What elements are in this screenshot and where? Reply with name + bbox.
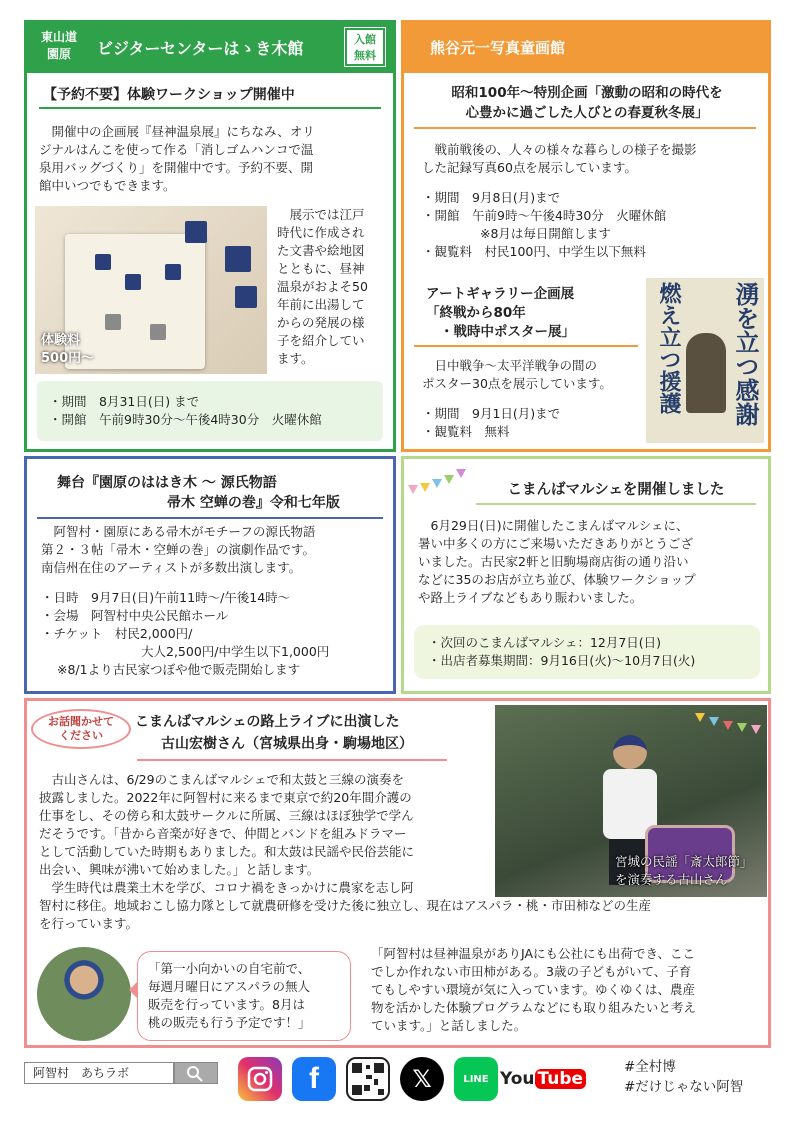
line-icon[interactable]: LINE xyxy=(454,1057,498,1101)
workshop-bag-photo xyxy=(35,206,267,374)
theater-body: 阿智村・園原にある帚木がモチーフの源氏物語 第２・３帖「帚木・空蝉の巻」の演劇作品です。 南信州在住のアーティストが多数出演します。 xyxy=(41,524,316,575)
poster-exhibit-info: ・期間 9月1日(月)まで ・観覧料 無料 xyxy=(422,406,561,439)
theater-heading: 舞台『園原のははき木 〜 源氏物語 帚木 空蝉の巻』令和七年版 xyxy=(57,475,340,511)
photo-caption: 宮城の民謡「斎太郎節」 を演奏する古山さん xyxy=(615,854,753,887)
hashtags: #全村博 #だけじゃない阿智 xyxy=(624,1059,744,1095)
visitor-center-title: ビジターセンターはゝき木館 xyxy=(97,39,304,58)
live-performance-photo xyxy=(495,705,767,897)
showa-exhibit-heading: 昭和100年〜特別企画「激動の昭和の時代を 心豊かに過ごした人びとの春夏秋冬展」 xyxy=(451,85,723,121)
workshop-body: 開催中の企画展『昼神温泉展』にちなみ、オリ ジナルはんこを使って作る「消しゴムハンコで温 泉用バッグづくり」を開催中です。予約不要、開 館中いつでもできます。 xyxy=(39,124,315,193)
marche-heading: こまんばマルシェを開催しました xyxy=(476,477,756,505)
wartime-poster-image: 湧を立つ感謝 燃え立つ援護 xyxy=(646,278,764,443)
search-button[interactable] xyxy=(174,1062,218,1084)
qr-code-icon[interactable] xyxy=(346,1057,390,1101)
instagram-icon[interactable] xyxy=(238,1057,282,1101)
footer xyxy=(24,1055,771,1110)
showa-exhibit-body: 戦前戦後の、人々の様々な暮らしの様子を撮影 した記録写真60点を展示しています。 xyxy=(422,142,697,175)
photo-museum-header xyxy=(404,23,768,73)
x-icon[interactable]: 𝕏 xyxy=(400,1057,444,1101)
visitor-center-panel xyxy=(24,20,396,452)
search-box[interactable]: 阿智村 あちラボ xyxy=(24,1062,174,1084)
marche-body: 6月29日(日)に開催したこまんばマルシェに、 暑い中多くの方にご来場いただきありがとうござ いました。古民家2軒と旧駒場商店街の通り沿い などに35のお店が立ち並び、体験ワークショップ や路上ライブなどもあり賑わいました。 xyxy=(418,518,696,605)
quote-bubble: 「第一小向かいの自宅前で、 毎週月曜日にアスパラの無人 販売を行っています。8月は 桃の販売も行う予定です！」 xyxy=(137,951,351,1041)
interview-panel xyxy=(24,698,771,1048)
location-label: 東山道 園原 xyxy=(40,30,77,61)
photo-museum-panel xyxy=(401,20,771,452)
workshop-heading: 【予約不要】体験ワークショップ開催中 xyxy=(39,83,381,109)
visitor-center-info-box: ・期間 8月31日(日) まで ・開館 午前9時30分〜午後4時30分 火曜休館 xyxy=(37,381,383,441)
free-admission-badge: 入館 無料 xyxy=(345,28,385,66)
interview-body: 古山さんは、6/29のこまんばマルシェで和太鼓と三線の演奏を 披露しました。2022年に阿智村に来るまで東京で約20年間介護の 仕事をし、その傍ら和太鼓サークルに所属、三線はほぼ独学で学ん だそうです。「昔から音楽が好きで、仲間とバンドを組みドラマー として活動していた時期もありました。和太鼓は民謡や民俗芸能に 出会い、興味が沸いて始めました。」と話します。 学生時代は農業土木を学び、コロナ禍をきっかけに農家を志し阿 智村に移住。地域おこし協力隊として就農研修を受けた後に独立し、現在はアスパラ・桃・市田柿などの生産 を行っています。 xyxy=(39,772,652,931)
bunting-decoration xyxy=(406,463,476,493)
theater-panel xyxy=(24,456,396,694)
photo-museum-title: 熊谷元一写真童画館 xyxy=(430,39,566,57)
interview-closing: 「阿智村は昼神温泉がありJAにも公社にも出荷でき、ここ でしか作れない市田柿がある。3歳の子どもがいて、子育 てもしやすい環境が気に入っています。ゆくゆくは、農産 物を活かした体験プログラムなどにも取り組みたいと考え ています。」と話しました。 xyxy=(371,946,696,1033)
showa-exhibit-info: ・期間 9月8日(月)まで ・開館 午前9時〜午後4時30分 火曜休館 ※8月は毎日開館します ・観覧料 村民100円、中学生以下無料 xyxy=(422,190,667,259)
theater-info: ・日時 9月7日(日)午前11時〜/午後14時〜 ・会場 阿智村中央公民館ホール ・チケット 村民2,000円/ 大人2,500円/中学生以下1,000円 ※8/1より古民家つぼや他で販売開始します xyxy=(41,590,330,677)
poster-exhibit-body: 日中戦争〜太平洋戦争の間の ポスター30点を展示しています。 xyxy=(422,358,612,391)
marche-panel xyxy=(401,456,771,694)
interview-heading: こまんばマルシェの路上ライブに出演した 古山宏樹さん（宮城県出身・駒場地区） xyxy=(135,714,413,752)
marche-info-box: ・次回のこまんばマルシェ：12月7日(日) ・出店者募集期間：9月16日(火)〜10月7日(火) xyxy=(414,625,760,679)
poster-exhibit-heading: アートギャラリー企画展 「終戦から80年 ・戦時中ポスター展」 xyxy=(426,286,575,340)
exhibit-description: 展示では江戸 時代に作成され た文書や絵地図 とともに、昼神 温泉がおよそ50 年前に出湯して からの発展の様 子を紹介してい ます。 xyxy=(277,207,368,366)
fee-label: 体験料 500円〜 xyxy=(41,333,95,366)
search-icon xyxy=(175,1063,219,1085)
interviewee-avatar xyxy=(37,947,131,1041)
visitor-center-header xyxy=(27,23,393,73)
interview-tag: お話聞かせて ください xyxy=(31,709,131,749)
youtube-icon[interactable]: You Tube xyxy=(508,1057,578,1101)
facebook-icon[interactable]: f xyxy=(292,1057,336,1101)
